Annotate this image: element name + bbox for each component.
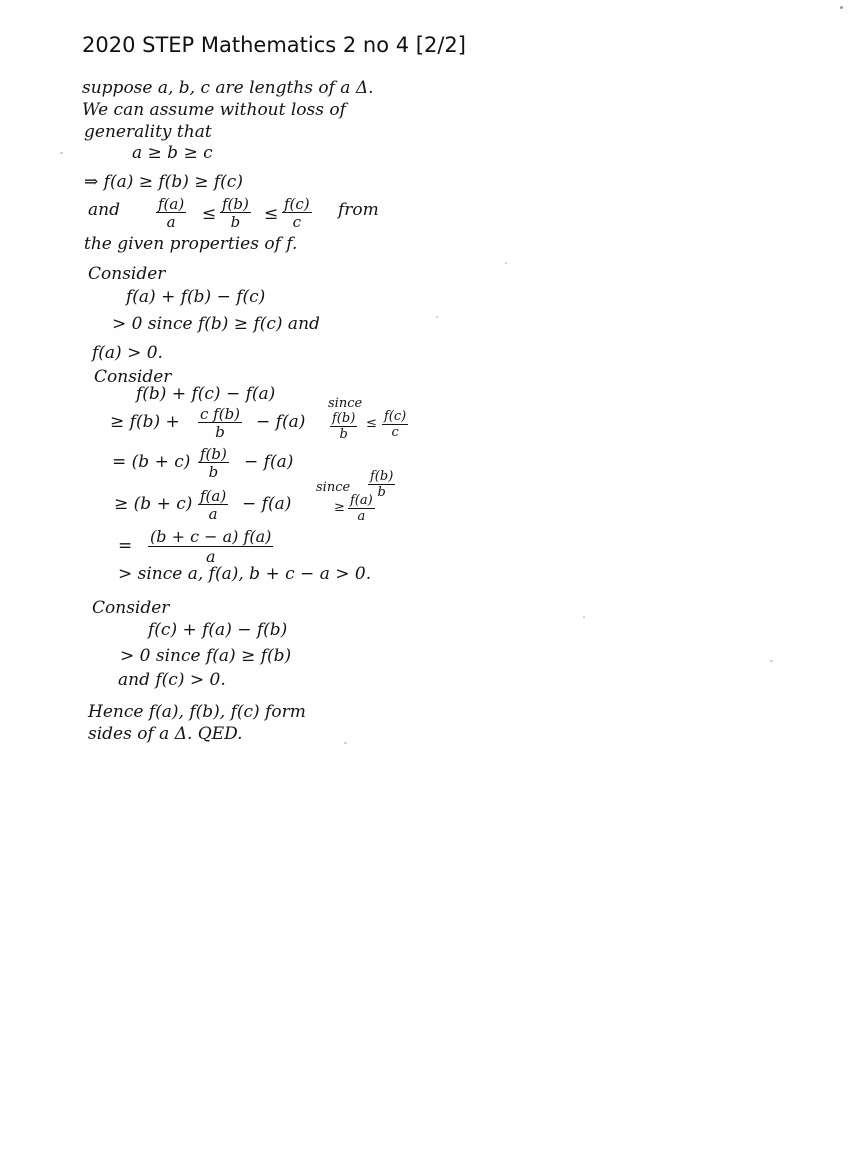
- scan-speck: [583, 616, 585, 618]
- fraction-denominator: b: [377, 485, 386, 500]
- step-5: > since a, f(a), b + c − a > 0.: [118, 564, 372, 584]
- fraction-numerator: f(b): [222, 195, 249, 213]
- proof-line-generality: generality that: [84, 122, 212, 142]
- conclusion-line-1: Hence f(a), f(b), f(c) form: [88, 702, 306, 722]
- consider-reason-1a: > 0 since f(b) ≥ f(c) and: [112, 314, 320, 334]
- fraction-denominator: b: [208, 463, 219, 481]
- step-3-left: ≥ (b + c): [114, 494, 193, 514]
- fraction-numerator: f(a): [158, 195, 185, 213]
- proof-line-ordering: a ≥ b ≥ c: [132, 143, 213, 163]
- fraction-cfb-over-b: [198, 406, 242, 440]
- consider-reason-3b: and f(c) > 0.: [118, 670, 226, 690]
- scan-speck: [770, 660, 773, 662]
- fraction-numerator: c f(b): [200, 405, 241, 423]
- scan-speck: [436, 316, 438, 318]
- fraction-denominator: a: [208, 505, 218, 523]
- step-1-left: ≥ f(b) +: [110, 412, 180, 432]
- fraction-fb-over-b-2: [198, 446, 229, 480]
- le-symbol: ≤: [366, 416, 377, 431]
- fraction-numerator: f(a): [200, 487, 227, 505]
- consider-expression-3: f(c) + f(a) − f(b): [148, 620, 288, 640]
- fraction-denominator: c: [391, 425, 399, 440]
- proof-line-suppose: suppose a, b, c are lengths of a Δ.: [82, 78, 374, 98]
- fraction-numerator: f(b): [200, 445, 227, 463]
- consider-heading-3: Consider: [92, 598, 170, 618]
- fraction-numerator: (b + c − a) f(a): [150, 527, 272, 546]
- proof-line-from: from: [338, 200, 379, 220]
- step-2-right: − f(a): [244, 452, 294, 472]
- fraction-fc-over-c-small: [382, 410, 408, 440]
- fraction-fb-over-b-small: [330, 412, 357, 442]
- fraction-fc-over-c: [282, 196, 312, 230]
- step-4-eq: =: [118, 536, 133, 556]
- scan-speck: [840, 6, 843, 9]
- step-2-left: = (b + c): [112, 452, 191, 472]
- consider-heading-1: Consider: [88, 264, 166, 284]
- step-3-since: since: [316, 480, 351, 495]
- consider-reason-3a: > 0 since f(a) ≥ f(b): [120, 646, 292, 666]
- consider-expression-1: f(a) + f(b) − f(c): [126, 287, 266, 307]
- fraction-numerator: f(c): [384, 409, 407, 424]
- fraction-numerator: f(b): [332, 411, 356, 426]
- consider-reason-1b: f(a) > 0.: [92, 343, 163, 363]
- proof-line-and: and: [88, 200, 120, 220]
- fraction-numerator: f(b): [370, 469, 394, 484]
- scan-speck: [344, 742, 347, 744]
- step-1-right: − f(a): [256, 412, 306, 432]
- fraction-numerator: f(a): [350, 493, 373, 508]
- fraction-numerator: f(c): [284, 195, 310, 213]
- scan-speck: [505, 262, 507, 264]
- fraction-denominator: b: [230, 213, 241, 231]
- fraction-fa-over-a: [156, 196, 186, 230]
- le-symbol: ≤: [264, 204, 279, 224]
- scan-speck: [60, 152, 63, 154]
- fraction-denominator: c: [292, 213, 302, 231]
- page-title: 2020 STEP Mathematics 2 no 4 [2/2]: [82, 33, 466, 57]
- fraction-fa-over-a-3: [198, 488, 228, 522]
- fraction-denominator: a: [205, 547, 216, 566]
- le-symbol: ≤: [202, 204, 217, 224]
- fraction-fa-over-a-small-3: [348, 494, 375, 524]
- step-1-since: since: [328, 396, 363, 411]
- consider-expression-2: f(b) + f(c) − f(a): [136, 384, 276, 404]
- consider-heading-2: Consider: [94, 367, 172, 387]
- conclusion-line-2: sides of a Δ. QED.: [88, 724, 243, 744]
- fraction-denominator: b: [215, 423, 225, 441]
- step-3-right: − f(a): [242, 494, 292, 514]
- proof-line-implies: ⇒ f(a) ≥ f(b) ≥ f(c): [84, 172, 243, 192]
- fraction-denominator: b: [339, 427, 348, 442]
- proof-line-assume: We can assume without loss of: [82, 100, 346, 120]
- proof-line-properties: the given properties of f.: [84, 234, 298, 254]
- fraction-denominator: a: [166, 213, 176, 231]
- fraction-denominator: a: [357, 509, 366, 524]
- fraction-final: [148, 528, 273, 566]
- fraction-fb-over-b: [220, 196, 251, 230]
- ge-symbol: ≥: [334, 500, 345, 515]
